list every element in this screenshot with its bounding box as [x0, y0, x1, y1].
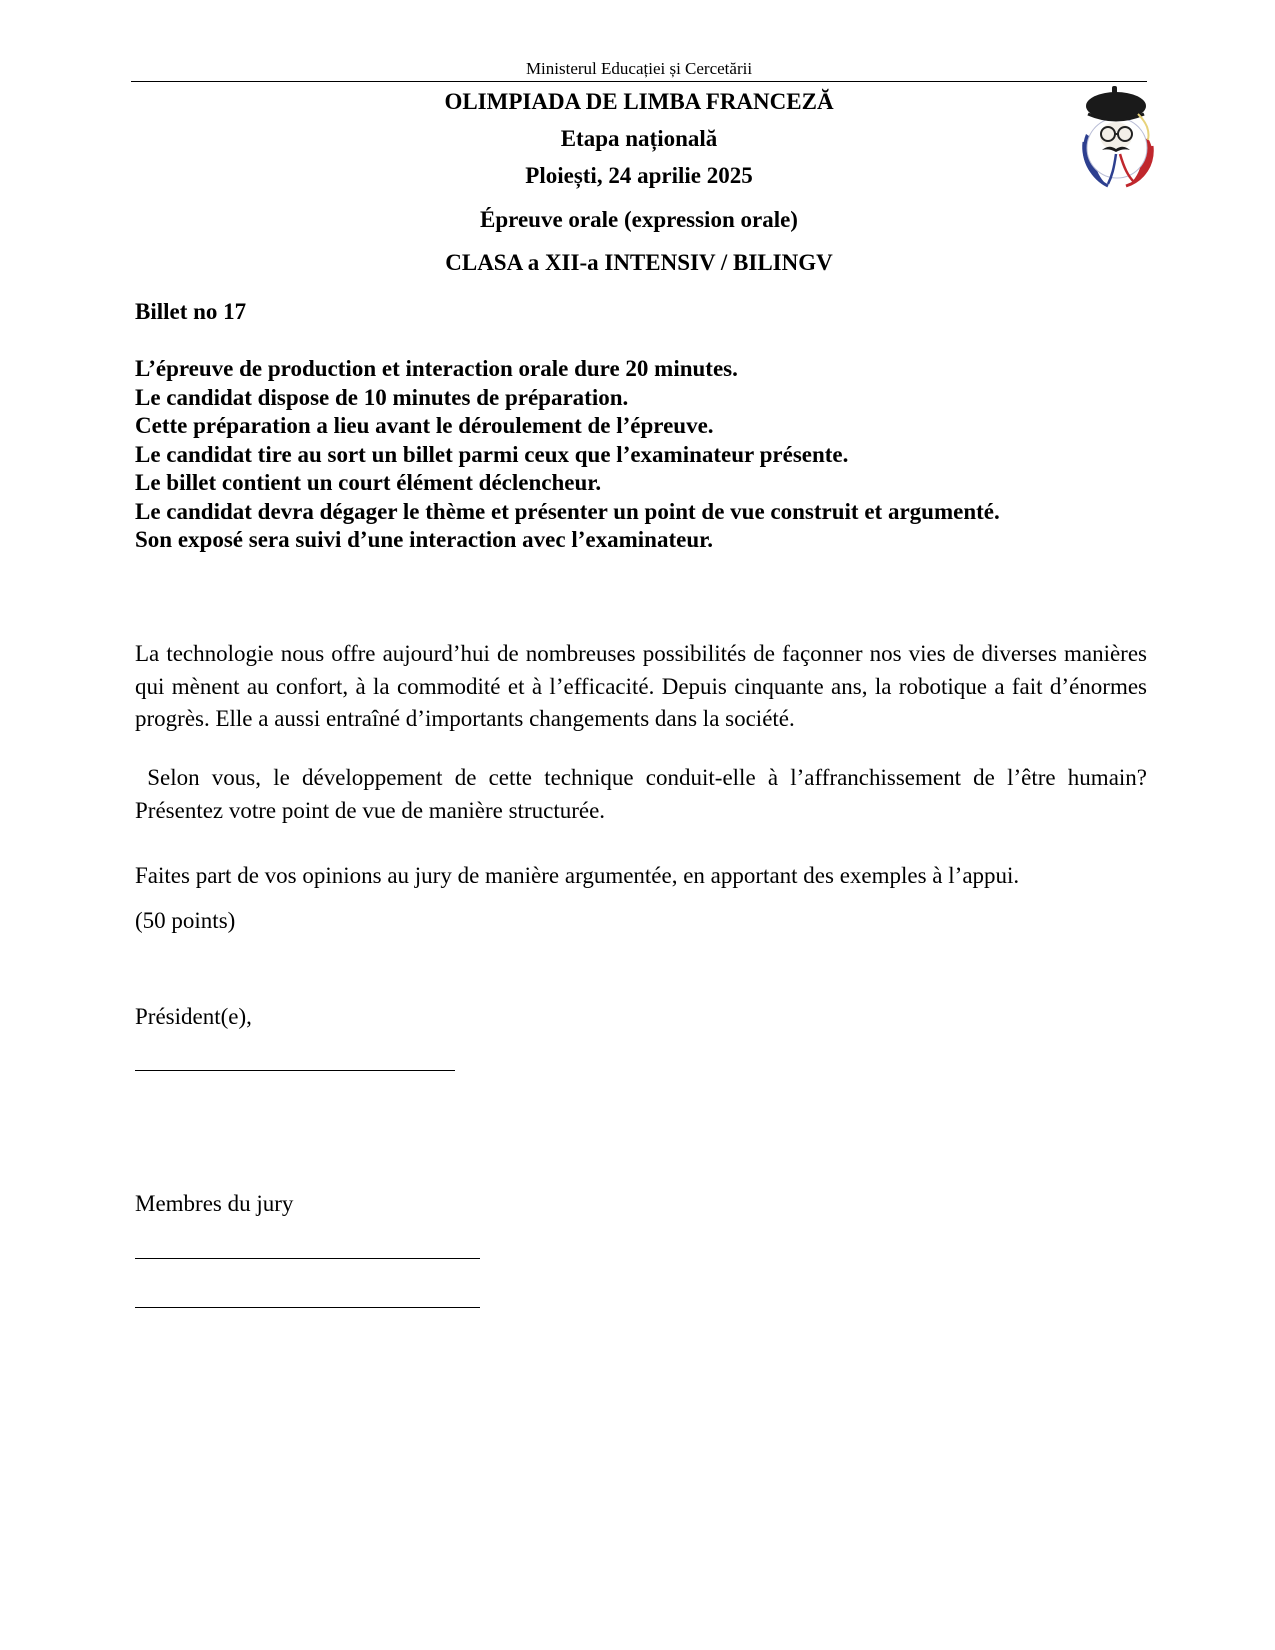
instruction-line: Le candidat devra dégager le thème et présenter un point de vue construit et argumenté.: [135, 498, 1000, 524]
instruction-line: Le candidat tire au sort un billet parmi ceux que l’examinateur présente.: [135, 441, 849, 467]
instruction-line: Le billet contient un court élément déclencheur.: [135, 470, 602, 495]
class-level: CLASA a XII-a INTENSIV / BILINGV: [445, 250, 833, 275]
ministry-header: Ministerul Educației și Cercetării: [525, 59, 753, 78]
exam-type: Épreuve orale (expression orale): [480, 207, 798, 232]
ticket-number: Billet no 17: [135, 299, 247, 324]
president-label: Président(e),: [135, 1004, 252, 1029]
place-date: Ploiești, 24 aprilie 2025: [525, 163, 753, 188]
jury-label: Membres du jury: [135, 1191, 294, 1216]
header-divider: [131, 81, 1147, 82]
olympiad-logo-icon: [1072, 84, 1162, 190]
jury-signature-line-1: [135, 1258, 480, 1259]
instructions-block: [135, 355, 1145, 555]
prompt-paragraph-1: La technologie nous offre aujourd’hui de nombreuses possibilités de façonner nos vies de diverses manières qui mènent au confort, à la commodité et à l’efficacité. Depuis cinquante ans, la robotique a fait d’énormes progrès. Elle a aussi entraîné d’importants changements dans la société.: [135, 641, 1147, 731]
olympiad-title: OLIMPIADA DE LIMBA FRANCEZĂ: [444, 89, 834, 114]
president-signature-line: [135, 1070, 455, 1071]
prompt-paragraph-2: Selon vous, le développement de cette technique conduit-elle à l’affranchissement de l’être humain? Présentez votre point de vue de manière structurée.: [135, 765, 1153, 823]
instruction-line: Le candidat dispose de 10 minutes de préparation.: [135, 384, 629, 410]
prompt-paragraph-3: Faites part de vos opinions au jury de manière argumentée, en apportant des exemples à l’appui.: [135, 863, 1020, 888]
stage-title: Etapa națională: [560, 126, 718, 151]
instruction-line: L’épreuve de production et interaction orale dure 20 minutes.: [135, 356, 738, 381]
instruction-line: Son exposé sera suivi d’une interaction avec l’examinateur.: [135, 527, 713, 552]
jury-signature-line-2: [135, 1307, 480, 1308]
instruction-line: Cette préparation a lieu avant le déroulement de l’épreuve.: [135, 413, 714, 438]
points-label: (50 points): [135, 908, 236, 933]
